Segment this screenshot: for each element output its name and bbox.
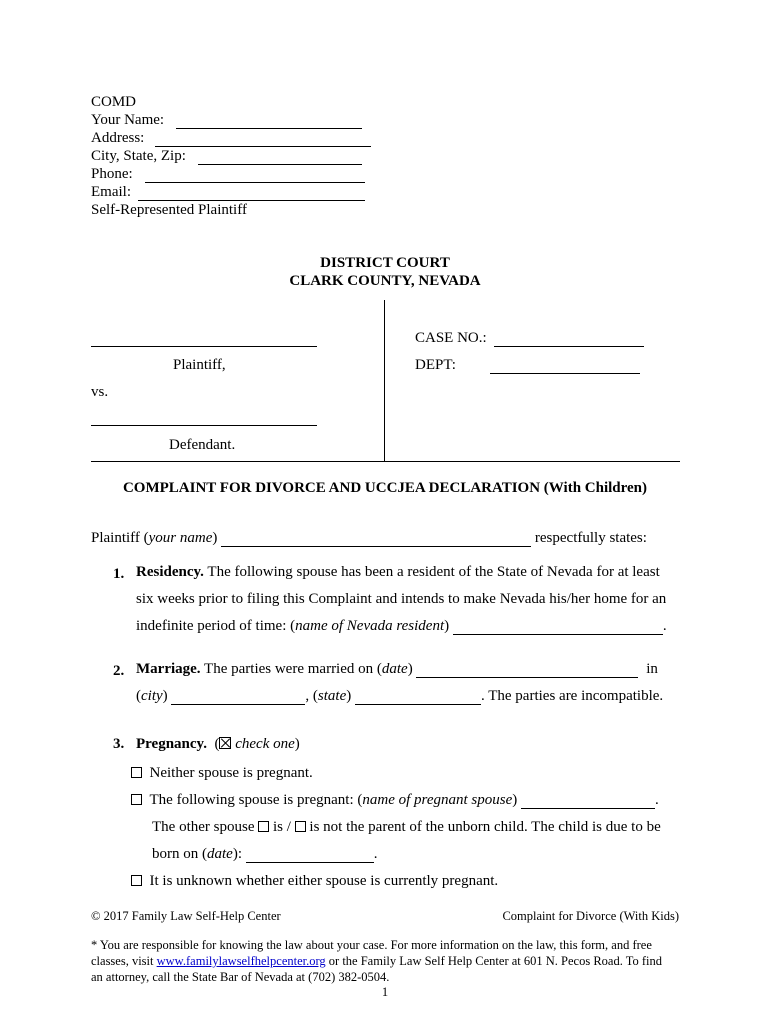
marriage-state-close: ) (346, 688, 352, 704)
dept-label: DEPT: (415, 357, 456, 373)
address-row (91, 130, 371, 147)
residency-paragraph (136, 559, 676, 640)
marriage-end: . The parties are incompatible. (481, 688, 664, 704)
marriage-city-open: ( (136, 688, 141, 704)
your-name-label: Your Name: (91, 112, 165, 128)
marriage-city-input[interactable] (171, 689, 305, 705)
is-not-parent-label: is not the parent of the unborn child. The child is due to be (309, 819, 661, 835)
option-spouse-period: . (655, 792, 659, 808)
phone-row (91, 166, 365, 183)
pregnancy-option-neither (131, 765, 313, 782)
complaint-title: COMPLAINT FOR DIVORCE AND UCCJEA DECLARATION (With Children) (122, 480, 648, 496)
dept-row (415, 357, 640, 374)
your-name-input[interactable] (176, 113, 362, 129)
city-label: City, State, Zip: (91, 148, 186, 164)
form-code: COMD (91, 94, 137, 110)
born-period: . (373, 846, 378, 862)
marriage-city-close: ) (162, 688, 168, 704)
other-spouse-line (152, 819, 661, 836)
court-name: DISTRICT COURT (320, 255, 450, 271)
checkbox-is-parent[interactable] (258, 821, 269, 832)
due-date-input[interactable] (246, 847, 374, 863)
plaintiff-label: Plaintiff, (173, 357, 226, 373)
residency-number: 1. (113, 566, 125, 582)
residency-text1: The following spouse has been a resident of the State of Nevada for at least (207, 564, 660, 580)
pregnancy-heading: Pregnancy. (136, 736, 207, 752)
plaintiff-name-input[interactable] (91, 331, 317, 347)
footer-notice-line2 (91, 954, 662, 969)
marriage-heading: Marriage. (136, 661, 201, 677)
pregnancy-number: 3. (113, 736, 125, 752)
plaintiff-full-name-input[interactable] (221, 531, 531, 547)
email-input[interactable] (138, 185, 365, 201)
born-date-label: date (207, 846, 233, 862)
pregnant-spouse-input[interactable] (521, 793, 655, 809)
address-label: Address: (91, 130, 145, 146)
caption-horizontal-divider (91, 461, 680, 462)
pregnancy-check-label: check one (235, 736, 295, 752)
pregnancy-heading-line (136, 736, 300, 753)
intro-line (91, 530, 647, 547)
self-help-center-link[interactable]: www.familylawselfhelpcenter.org (156, 954, 326, 968)
phone-input[interactable] (145, 167, 365, 183)
footer-notice-line1: * You are responsible for knowing the law about your case. For more information on the law, this form, and free (91, 938, 652, 952)
marriage-paragraph (136, 656, 676, 710)
email-label: Email: (91, 184, 131, 200)
case-no-input[interactable] (494, 331, 644, 347)
checkbox-neither-pregnant[interactable] (131, 767, 142, 778)
defendant-name-input[interactable] (91, 410, 317, 426)
footer-notice-line3: an attorney, call the State Bar of Nevada at (702) 382-0504. (91, 970, 390, 984)
email-row (91, 184, 365, 201)
born-on-line (152, 846, 378, 863)
option-neither-label: Neither spouse is pregnant. (149, 765, 313, 781)
your-name-row (91, 112, 362, 129)
role-label: Self-Represented Plaintiff (91, 202, 247, 218)
court-county: CLARK COUNTY, NEVADA (289, 273, 481, 289)
residency-period: . (662, 618, 667, 634)
footer-doc-name: Complaint for Divorce (With Kids) (502, 909, 679, 923)
residency-text2: six weeks prior to filing this Complaint and intends to make Nevada his/her home for an (136, 591, 667, 607)
marriage-date-input[interactable] (416, 662, 638, 678)
notice-classes-visit: classes, visit (91, 954, 154, 968)
pregnancy-option-unknown (131, 873, 498, 890)
intro-prefix: Plaintiff ( (91, 530, 149, 546)
marriage-city-label: city (141, 688, 163, 704)
checkbox-unknown-pregnant[interactable] (131, 875, 142, 886)
checked-box-icon (219, 737, 231, 749)
option-unknown-label: It is unknown whether either spouse is currently pregnant. (149, 873, 499, 889)
checkbox-is-not-parent[interactable] (295, 821, 306, 832)
intro-end: respectfully states: (534, 530, 647, 546)
city-input[interactable] (198, 149, 362, 165)
residency-heading: Residency. (136, 564, 204, 580)
dept-input[interactable] (490, 358, 640, 374)
intro-suffix: ) (212, 530, 218, 546)
born-on-label: born on ( (152, 846, 207, 862)
pregnancy-option-spouse (131, 792, 659, 809)
marriage-text1: The parties were married on ( (204, 661, 382, 677)
nevada-resident-input[interactable] (453, 619, 663, 635)
marriage-date-label: date (381, 661, 408, 677)
phone-label: Phone: (91, 166, 133, 182)
marriage-text1-end: ) (407, 661, 413, 677)
residency-resident-label: name of Nevada resident (295, 618, 445, 634)
pregnancy-check-close: ) (294, 736, 300, 752)
other-spouse-label: The other spouse (152, 819, 255, 835)
option-spouse-prefix: The following spouse is pregnant: ( (149, 792, 363, 808)
vs-label: vs. (91, 384, 109, 400)
option-spouse-name-label: name of pregnant spouse (362, 792, 513, 808)
marriage-state-input[interactable] (355, 689, 481, 705)
checkbox-spouse-pregnant[interactable] (131, 794, 142, 805)
marriage-state-label: state (317, 688, 347, 704)
option-spouse-close: ) (512, 792, 518, 808)
case-no-label: CASE NO.: (415, 330, 487, 346)
page-number: 1 (381, 985, 389, 999)
footer-copyright: © 2017 Family Law Self-Help Center (91, 909, 281, 923)
marriage-number: 2. (113, 663, 125, 679)
born-close: ): (232, 846, 242, 862)
marriage-in-label: in (646, 661, 658, 677)
city-row (91, 148, 362, 165)
intro-your-name: your name (148, 530, 213, 546)
residency-text3-end: ) (444, 618, 450, 634)
address-input[interactable] (155, 131, 371, 147)
notice-pecos-road: or the Family Law Self Help Center at 601 N. Pecos Road. To find (328, 954, 663, 968)
marriage-state-open: , ( (305, 688, 318, 704)
pregnancy-check-open: ( (214, 736, 220, 752)
caption-vertical-divider (384, 300, 385, 462)
residency-text3: indefinite period of time: ( (136, 618, 296, 634)
case-no-row (415, 330, 644, 347)
is-parent-label: is / (272, 819, 291, 835)
defendant-label: Defendant. (169, 437, 236, 453)
